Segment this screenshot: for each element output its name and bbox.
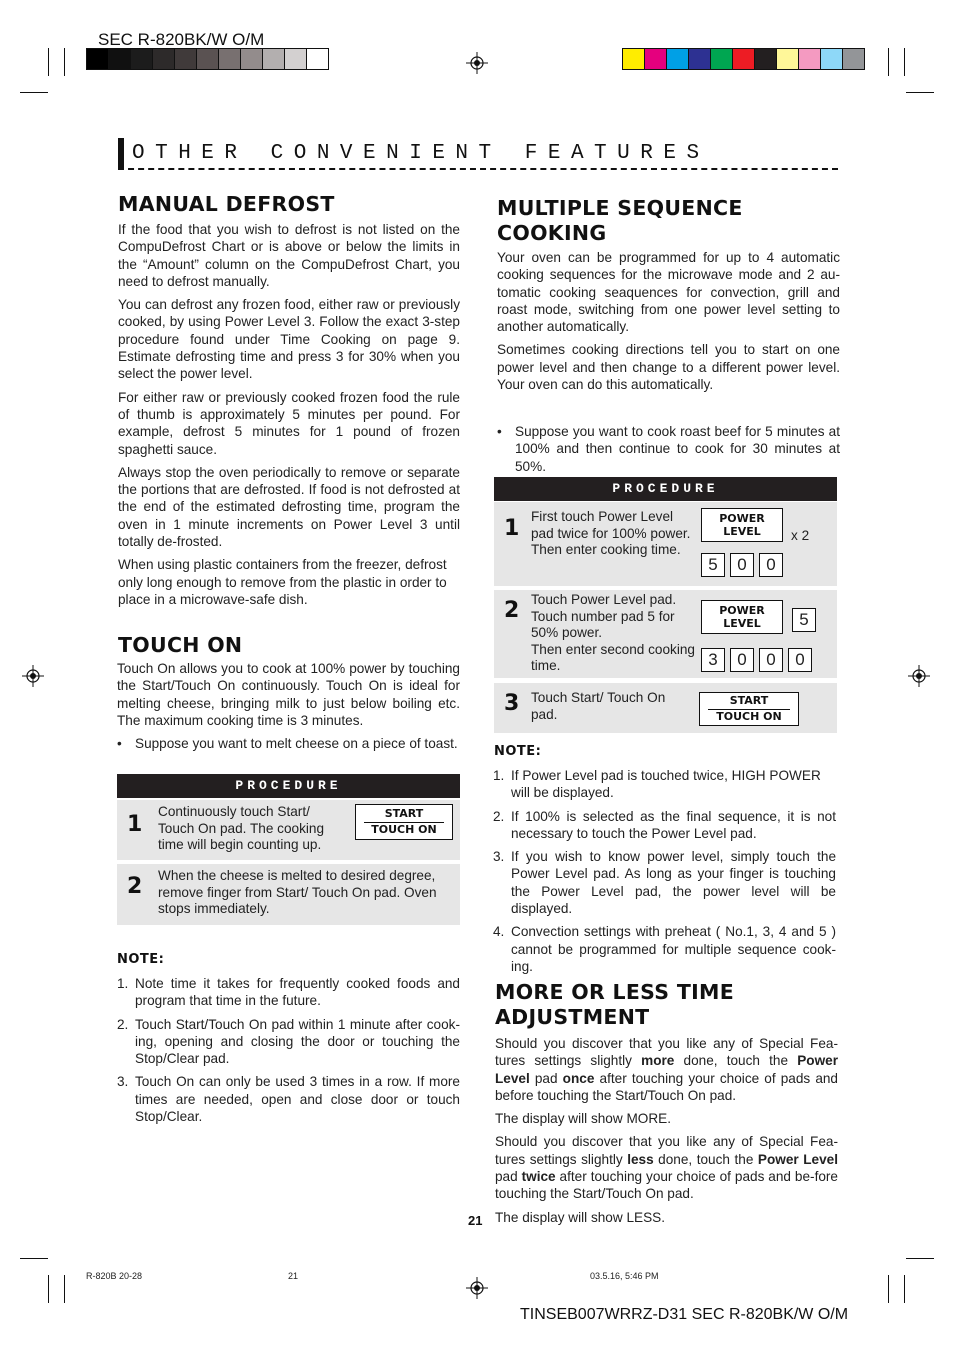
note-item: 2. If 100% is selected as the final sequence, it is not necessary to touch the Power Level pad. xyxy=(493,808,836,841)
bullet-item: • Suppose you want to melt cheese on a piece of toast. xyxy=(117,736,458,752)
page-title: OTHER CONVENIENT FEATURES xyxy=(132,142,710,165)
color-swatch xyxy=(821,49,843,69)
color-swatch xyxy=(87,49,109,69)
color-swatch xyxy=(131,49,153,69)
color-bar xyxy=(622,48,865,70)
color-swatch xyxy=(667,49,689,69)
note-heading: NOTE: xyxy=(117,952,165,967)
multiple-sequence-body xyxy=(497,249,840,399)
color-swatch xyxy=(197,49,219,69)
registration-mark-icon xyxy=(22,665,44,687)
registration-mark-icon xyxy=(908,665,930,687)
step-number: 2 xyxy=(127,874,143,899)
multiple-sequence-heading: MULTIPLE SEQUENCE COOKING xyxy=(497,196,743,245)
registration-mark-icon xyxy=(466,52,488,74)
title-bar xyxy=(118,138,124,168)
header-model: SEC R-820BK/W O/M xyxy=(98,30,265,49)
color-swatch xyxy=(755,49,777,69)
manual-defrost-heading: MANUAL DEFROST xyxy=(118,192,335,216)
color-swatch xyxy=(153,49,175,69)
display-digit: 3 xyxy=(701,648,725,672)
display-digit: 0 xyxy=(788,648,812,672)
paragraph: Always stop the oven periodically to remove or separate the portions that are defrosted. If food is not defrosted at the end of the estimated defrosting time, program the oven in 1 minute increments on Power Level 3 until totally de-frosted. xyxy=(118,464,460,550)
multiple-sequence-notes xyxy=(493,767,836,981)
procedure-step xyxy=(117,864,460,925)
color-swatch xyxy=(689,49,711,69)
color-swatch xyxy=(219,49,241,69)
note-item: 1. If Power Level pad is touched twice, HIGH POWER will be displayed. xyxy=(493,768,821,801)
color-swatch xyxy=(263,49,285,69)
start-touch-on-pad: START TOUCH ON xyxy=(699,692,799,726)
step-text: Touch Power Level pad. Touch number pad 5 for 50% power. Then enter second cooking time. xyxy=(531,592,695,673)
touch-on-body xyxy=(117,660,460,752)
number-display xyxy=(701,648,812,672)
paragraph: The display will show MORE. xyxy=(495,1111,672,1127)
color-swatch xyxy=(799,49,821,69)
step-number: 3 xyxy=(504,691,520,716)
procedure-step xyxy=(494,590,837,678)
registration-mark-icon xyxy=(466,1277,488,1299)
step-text: Touch Start/ Touch On pad. xyxy=(531,690,666,722)
note-heading: NOTE: xyxy=(494,744,542,759)
step-number: 2 xyxy=(504,598,520,623)
color-swatch xyxy=(109,49,131,69)
paragraph: When using plastic containers from the freezer, defrost only long enough to remove from the plastic in order to place in a microwave-safe dish. xyxy=(118,557,447,607)
procedure-header: PROCEDURE xyxy=(117,774,460,798)
step-text: First touch Power Level pad twice for 100% power. Then enter cooking time. xyxy=(531,509,691,557)
paragraph: Sometimes cooking directions tell you to start on one power level and then change to a different power level. Your oven can do this automatically. xyxy=(497,342,840,393)
paragraph: The display will show LESS. xyxy=(495,1209,665,1225)
note-item: 3. If you wish to know power level, simply touch the Power Level pad. As long as your finger is touching the Power Level pad, the power level will be displayed. xyxy=(493,849,836,917)
page-number: 21 xyxy=(468,1213,483,1228)
note-item: 4. Convection settings with preheat ( No.1, 3, 4 and 5 ) cannot be programmed for multiple sequence cook-ing. xyxy=(493,924,836,974)
procedure-step xyxy=(117,800,460,860)
power-level-pad: POWER LEVEL xyxy=(701,600,783,634)
procedure-step xyxy=(494,502,837,586)
note-item: 3. Touch On can only be used 3 times in a row. If more times are needed, open and close door or touch Stop/Clear. xyxy=(117,1074,460,1125)
paragraph: Your oven can be programmed for up to 4 automatic cooking sequences for the microwave mode and 2 au-tomatic cooking seaquences for convection, grill and roast mode, switching from one power level setting to another automatically. xyxy=(497,250,840,335)
multiple-sequence-bullet xyxy=(497,423,840,475)
note-item: 2. Touch Start/Touch On pad within 1 minute after cook-ing, opening and closing the door or touching the Stop/Clear pad. xyxy=(117,1016,460,1067)
bullet-item: • Suppose you want to cook roast beef for 5 minutes at 100% and then continue to cook for 30 minutes at 50%. xyxy=(497,424,840,474)
procedure-step xyxy=(494,683,837,733)
display-digit: 0 xyxy=(730,648,754,672)
procedure-header: PROCEDURE xyxy=(494,477,837,501)
display-digit: 0 xyxy=(759,648,783,672)
touch-on-heading: TOUCH ON xyxy=(118,633,243,657)
touch-on-notes xyxy=(117,975,460,1131)
paragraph: For either raw or previously cooked frozen food the rule of thumb is approximately 5 minutes per pound. For example, defrost 5 minutes for 1 pound of frozen spaghetti sauce. xyxy=(118,389,460,457)
times-label: x 2 xyxy=(791,528,810,543)
display-digit: 0 xyxy=(759,553,783,577)
paragraph: Touch On allows you to cook at 100% power by touching the Start/Touch On continuously. Touch On is ideal for melting cheese, bringing milk to just below boiling etc. The maximum cooking time is 3 minutes. xyxy=(117,661,460,728)
color-swatch xyxy=(623,49,645,69)
paragraph: Should you discover that you like any of Special Fea-tures settings slightly less done, touch the Power Level pad twice after touching your choice of pads and be-fore touching the Start/Touch On pad. xyxy=(495,1134,838,1202)
gray-color-bar xyxy=(86,48,329,70)
footer-file: R-820B 20-28 xyxy=(86,1271,143,1281)
footer-document-code: TINSEB007WRRZ-D31 SEC R-820BK/W O/M xyxy=(520,1306,849,1323)
footer-page: 21 xyxy=(288,1271,299,1281)
color-swatch xyxy=(645,49,667,69)
paragraph: If the food that you wish to defrost is not listed on the CompuDefrost Chart or is above or below the limits in the “Amount” column on the CompuDefrost Chart, you need to defrost manually. xyxy=(118,222,460,289)
paragraph: You can defrost any frozen food, either raw or previously cooked, by using Power Level 3. Follow the exact 3-step procedure found under Time Cooking on page 9. Estimate defrosting time and press 3 for 30% when you select the power level. xyxy=(118,297,460,382)
note-item: 1. Note time it takes for frequently cooked foods and program that time in the future. xyxy=(117,976,460,1009)
manual-defrost-body xyxy=(118,221,460,614)
step-number: 1 xyxy=(504,516,520,541)
title-underline xyxy=(118,168,838,170)
level-digit: 5 xyxy=(792,608,816,632)
start-touch-on-pad: START TOUCH ON xyxy=(355,804,453,840)
color-swatch xyxy=(175,49,197,69)
more-less-body xyxy=(495,1035,838,1232)
color-swatch xyxy=(733,49,755,69)
color-swatch xyxy=(285,49,307,69)
color-swatch xyxy=(307,49,328,69)
footer-timestamp: 03.5.16, 5:46 PM xyxy=(590,1271,659,1281)
color-swatch xyxy=(241,49,263,69)
display-digit: 5 xyxy=(701,553,725,577)
power-level-pad: POWER LEVEL xyxy=(701,508,783,542)
color-swatch xyxy=(777,49,799,69)
color-swatch xyxy=(843,49,864,69)
step-text: When the cheese is melted to desired degree, remove finger from Start/ Touch On pad. Oven stops immediately. xyxy=(158,868,437,916)
color-swatch xyxy=(711,49,733,69)
number-display xyxy=(701,553,783,577)
more-less-heading: MORE OR LESS TIME ADJUSTMENT xyxy=(495,980,735,1029)
paragraph: Should you discover that you like any of Special Fea-tures settings slightly more done, touch the Power Level pad once after touching your choice of pads and before touching the Start/Touch On pad. xyxy=(495,1036,839,1103)
step-text: Continuously touch Start/ Touch On pad. The cooking time will begin counting up. xyxy=(158,804,325,852)
step-number: 1 xyxy=(127,812,143,837)
display-digit: 0 xyxy=(730,553,754,577)
